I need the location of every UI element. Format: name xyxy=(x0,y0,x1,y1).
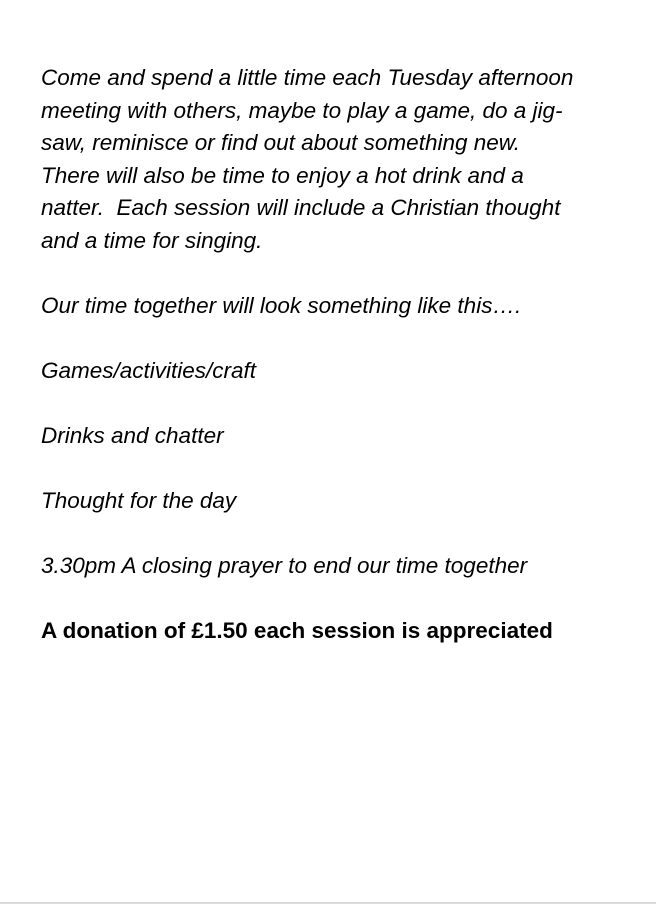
intro-line: Come and spend a little time each Tuesday afternoon xyxy=(41,65,574,90)
intro-line: and a time for singing. xyxy=(41,227,263,253)
schedule-item-thought: Thought for the day xyxy=(41,487,237,513)
schedule-item-closing-prayer: 3.30pm A closing prayer to end our time together xyxy=(41,552,528,578)
document-body xyxy=(41,62,641,680)
schedule-item-drinks: Drinks and chatter xyxy=(41,422,224,448)
intro-line: natter. Each session will include a Christian thought xyxy=(41,195,561,220)
schedule-item-activities: Games/activities/craft xyxy=(41,357,257,383)
intro-paragraph xyxy=(41,62,641,257)
intro-line: saw, reminisce or find out about something new. xyxy=(41,130,521,155)
donation-note: A donation of £1.50 each session is appreciated xyxy=(41,617,553,643)
intro-line: There will also be time to enjoy a hot drink and a xyxy=(41,162,524,188)
intro-line: meeting with others, maybe to play a game, do a jig- xyxy=(41,97,563,123)
schedule-intro: Our time together will look something like this…. xyxy=(41,292,522,318)
